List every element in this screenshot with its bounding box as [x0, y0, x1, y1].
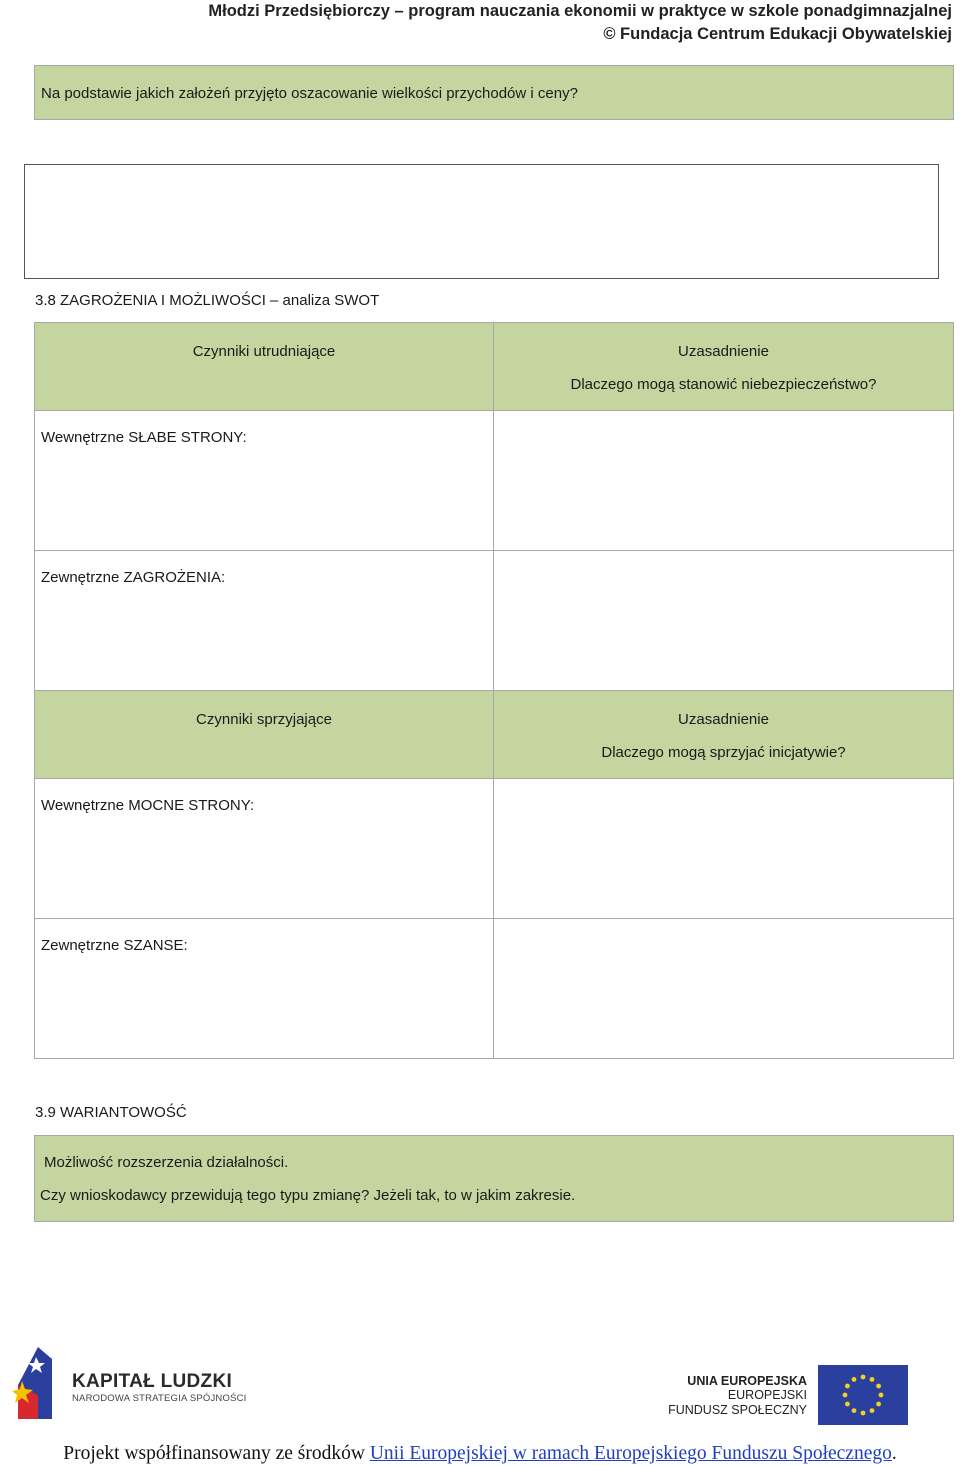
- footer-eu-link[interactable]: Unii Europejskiej w ramach Europejskiego Funduszu Społecznego: [369, 1443, 892, 1464]
- footer-prefix: Projekt współfinansowany ze środków: [63, 1443, 370, 1464]
- justification-question: Dlaczego mogą stanowić niebezpieczeństwo?: [570, 376, 877, 393]
- opportunities-row: [35, 919, 954, 1059]
- eu-line-1: UNIA EUROPEJSKA: [687, 1374, 807, 1388]
- revenue-question-text: Na podstawie jakich założeń przyjęto oszacowanie wielkości przychodów i ceny?: [41, 85, 578, 102]
- opportunities-justification-cell[interactable]: [494, 919, 954, 1059]
- swot-negative-header-row: [35, 323, 954, 411]
- kapital-ludzki-title: KAPITAŁ LUDZKI: [72, 1371, 233, 1392]
- eu-flag-icon: [818, 1365, 908, 1425]
- kapital-ludzki-subtitle: NARODOWA STRATEGIA SPÓJNOŚCI: [72, 1393, 247, 1404]
- weaknesses-justification-cell[interactable]: [494, 411, 954, 551]
- header-title: Młodzi Przedsiębiorczy – program nauczania ekonomii w praktyce w szkole ponadgimnazjalnej: [208, 2, 952, 20]
- justification-label: Uzasadnienie: [678, 343, 769, 360]
- weaknesses-label: Wewnętrzne SŁABE STRONY:: [41, 429, 247, 446]
- justification-question: Dlaczego mogą sprzyjać inicjatywie?: [601, 744, 846, 761]
- revenue-question-box: [34, 65, 954, 120]
- swot-positive-header-row: [35, 691, 954, 779]
- variants-line-1: Możliwość rozszerzenia działalności.: [44, 1154, 289, 1171]
- eu-line-2: EUROPEJSKI: [727, 1388, 807, 1402]
- negative-factors-label: Czynniki utrudniające: [192, 343, 336, 360]
- positive-factors-label: Czynniki sprzyjające: [196, 711, 332, 728]
- threats-justification-cell[interactable]: [494, 551, 954, 691]
- strengths-row: [35, 779, 954, 919]
- funding-footer: [0, 1443, 960, 1465]
- weaknesses-cell[interactable]: [35, 411, 494, 551]
- variants-section-title: 3.9 WARIANTOWOŚĆ: [35, 1104, 187, 1121]
- opportunities-label: Zewnętrzne SZANSE:: [41, 937, 188, 954]
- strengths-cell[interactable]: [35, 779, 494, 919]
- strengths-label: Wewnętrzne MOCNE STRONY:: [41, 797, 255, 814]
- threats-row: [35, 551, 954, 691]
- header-copyright: © Fundacja Centrum Edukacji Obywatelskiej: [603, 25, 952, 43]
- kapital-ludzki-emblem-icon: [8, 1345, 58, 1421]
- revenue-answer-field[interactable]: [24, 164, 939, 279]
- opportunities-cell[interactable]: [35, 919, 494, 1059]
- variants-line-2: Czy wnioskodawcy przewidują tego typu zmianę? Jeżeli tak, to w jakim zakresie.: [40, 1187, 576, 1204]
- threats-cell[interactable]: [35, 551, 494, 691]
- threats-label: Zewnętrzne ZAGROŻENIA:: [41, 569, 226, 586]
- positive-factors-header: [35, 691, 494, 779]
- negative-factors-header: [35, 323, 494, 411]
- swot-section-title: 3.8 ZAGROŻENIA I MOŻLIWOŚCI – analiza SWOT: [35, 292, 380, 309]
- weaknesses-row: [35, 411, 954, 551]
- justification-label: Uzasadnienie: [678, 711, 769, 728]
- swot-table: [34, 322, 954, 1059]
- eu-line-3: FUNDUSZ SPOŁECZNY: [668, 1403, 807, 1417]
- positive-justification-header: [494, 691, 954, 779]
- footer-suffix: .: [891, 1443, 897, 1464]
- eu-efs-logo: [668, 1365, 910, 1427]
- strengths-justification-cell[interactable]: [494, 779, 954, 919]
- variants-box: [34, 1135, 954, 1222]
- document-header: [208, 0, 952, 46]
- kapital-ludzki-logo: [8, 1345, 248, 1425]
- negative-justification-header: [494, 323, 954, 411]
